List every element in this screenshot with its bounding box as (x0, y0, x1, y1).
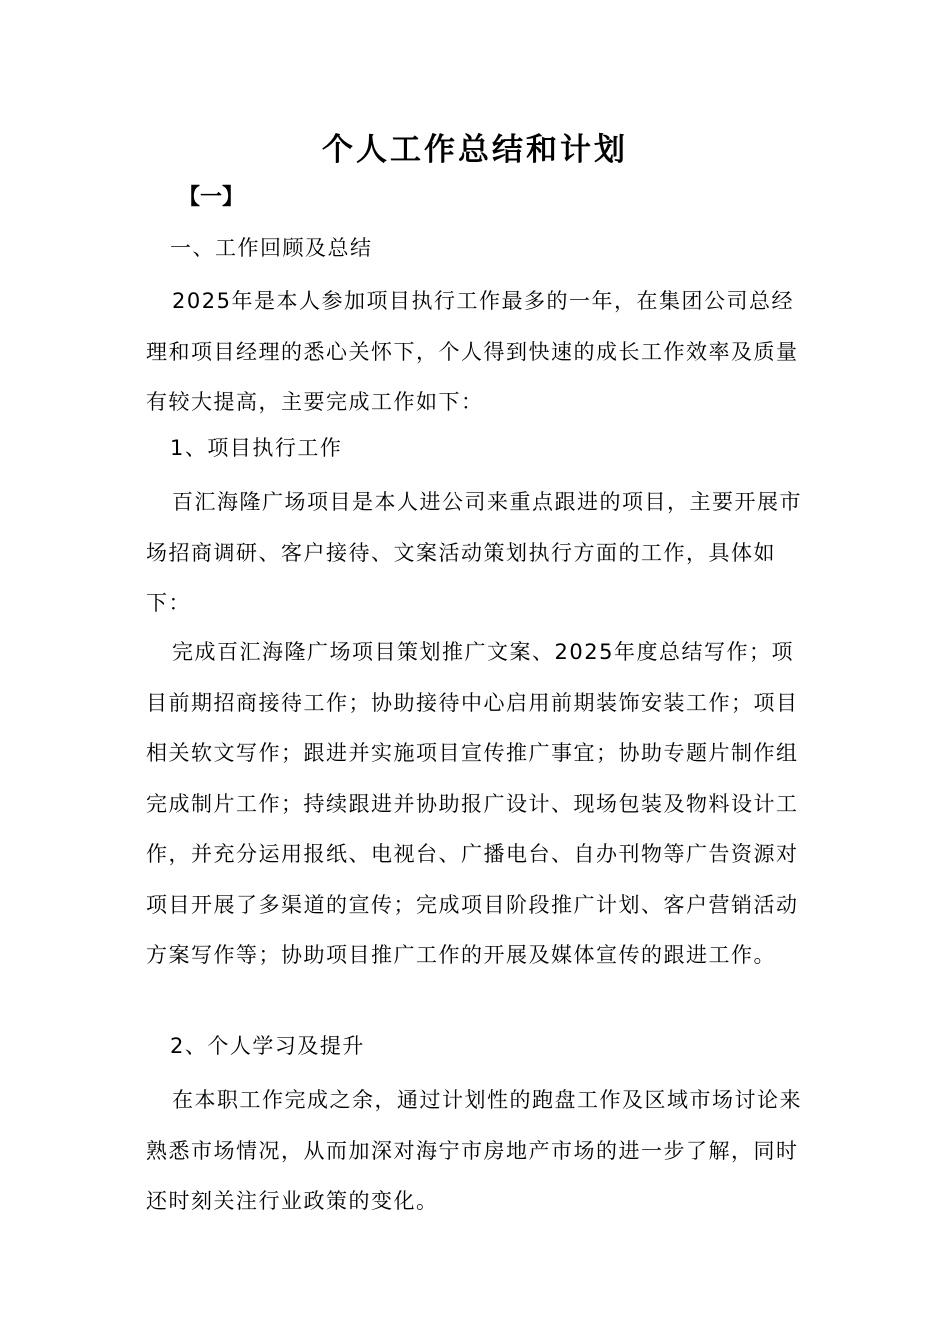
document-title: 个人工作总结和计划 (322, 132, 628, 168)
paragraph-text: 在本职工作完成之余，通过计划性的跑盘工作及区域市场讨论来熟悉市场情况，从而加深对海宁市房地产市场的进一步了解，同时还时刻关注行业政策的变化。 (146, 1088, 802, 1213)
paragraph-project-details (146, 627, 810, 981)
paragraph-project-intro (146, 477, 810, 629)
section-heading-review: 一、工作回顾及总结 (170, 236, 373, 260)
paragraph-text: 完成百汇海隆广场项目策划推广文案、2025年度总结写作；项目前期招商接待工作；协助接待中心启用前期装饰安装工作；项目相关软文写作；跟进并实施项目宣传推广事宜；协助专题片制作组完成制片工作；持续跟进并协助报广设计、现场包装及物料设计工作，并充分运用报纸、电视台、广播电台、自办刊物等广告资源对项目开展了多渠道的宣传；完成项目阶段推广计划、客户营销活动方案写作等；协助项目推广工作的开展及媒体宣传的跟进工作。 (146, 640, 799, 967)
section-heading-project-execution: 1、项目执行工作 (170, 436, 343, 460)
paragraph-text: 2025年是本人参加项目执行工作最多的一年，在集团公司总经理和项目经理的悉心关怀下，个人得到快速的成长工作效率及质量有较大提高，主要完成工作如下： (146, 289, 799, 414)
paragraph-text: 百汇海隆广场项目是本人进公司来重点跟进的项目，主要开展市场招商调研、客户接待、文案活动策划执行方面的工作，具体如下： (146, 490, 802, 615)
paragraph-personal-learning (146, 1075, 810, 1227)
section-heading-personal-learning: 2、个人学习及提升 (170, 1034, 365, 1058)
paragraph-review (146, 276, 810, 428)
section-tag: 【一】 (178, 185, 245, 210)
